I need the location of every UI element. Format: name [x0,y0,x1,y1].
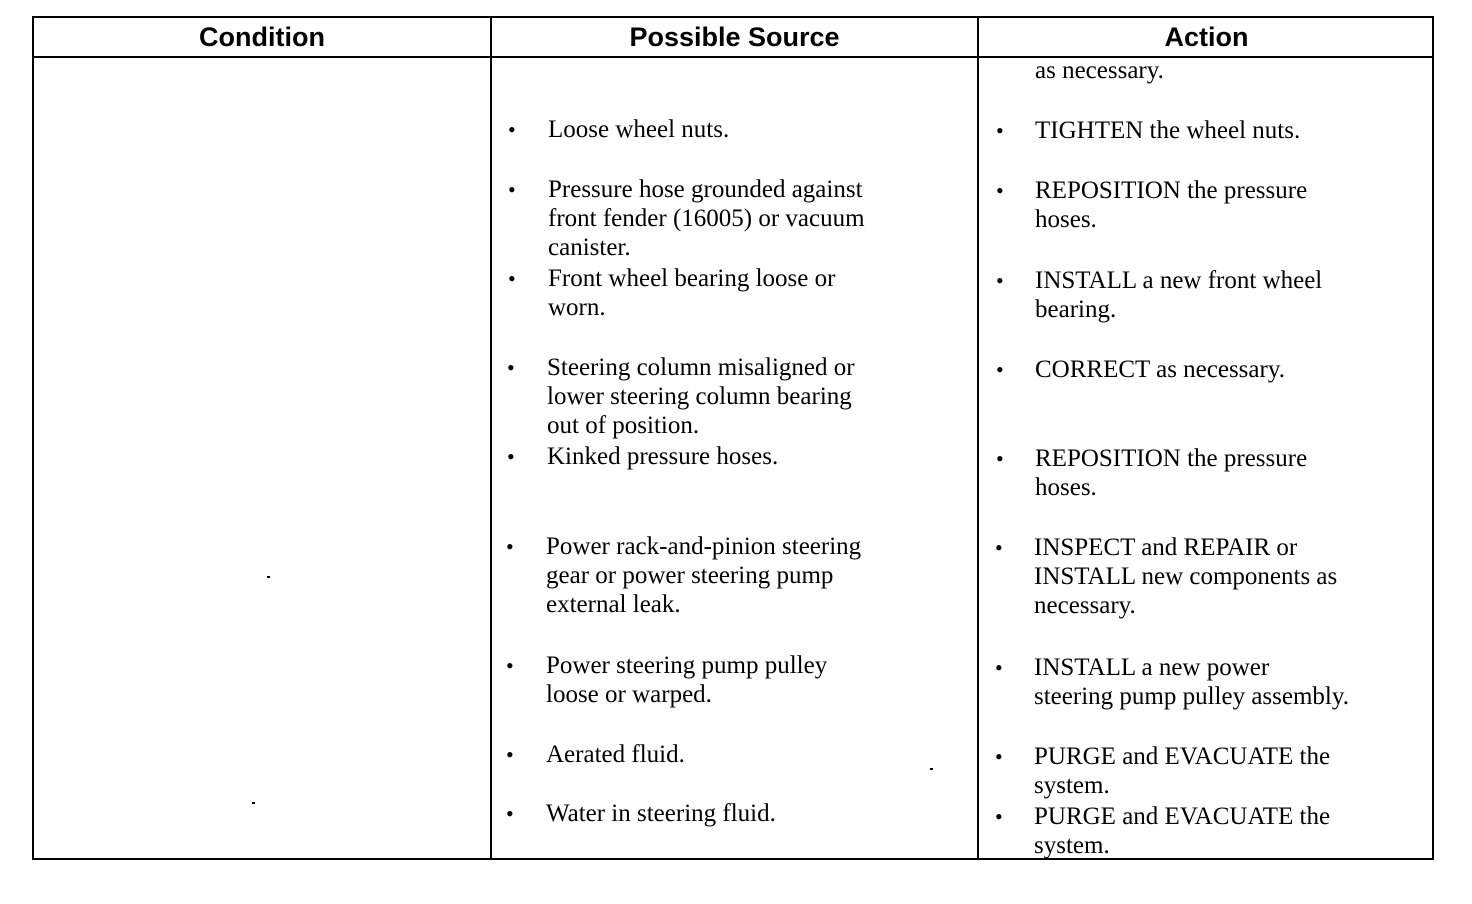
bullet-icon: • [995,744,1003,769]
bullet-icon: • [996,178,1004,203]
source-cell: Water in steering fluid. [546,800,776,827]
scan-speck [267,576,270,578]
bullet-icon: • [996,268,1004,293]
action-cell: REPOSITION the pressure hoses. [1035,445,1308,501]
source-cell: Steering column misaligned or lower steering column bearing out of position. [547,354,855,439]
bullet-icon: • [506,801,514,826]
action-cell: REPOSITION the pressure hoses. [1035,177,1308,233]
bullet-icon: • [508,117,516,142]
bullet-icon: • [996,446,1004,471]
bullet-icon: • [507,444,515,469]
source-cell: Kinked pressure hoses. [547,443,779,470]
bullet-icon: • [508,266,516,291]
bullet-icon: • [995,655,1003,680]
scan-speck [930,768,933,770]
bullet-icon: • [995,804,1003,829]
bullet-icon: • [506,534,514,559]
header-rule [34,56,1432,58]
source-cell: Front wheel bearing loose or worn. [548,265,836,321]
bullet-icon: • [996,118,1004,143]
header-possible-source: Possible Source [629,22,840,52]
action-cell: CORRECT as necessary. [1035,356,1285,383]
carryover-action-text: as necessary. [1035,57,1164,84]
source-cell: Pressure hose grounded against front fender (16005) or vacuum canister. [548,176,865,261]
bullet-icon: • [507,355,515,380]
column-divider-2 [977,18,979,858]
source-cell: Power steering pump pulley loose or warped. [546,652,828,708]
action-cell: PURGE and EVACUATE the system. [1034,743,1331,799]
action-cell: TIGHTEN the wheel nuts. [1035,117,1301,144]
action-cell: INSTALL a new power steering pump pulley assembly. [1034,654,1349,710]
header-condition: Condition [199,22,325,52]
source-cell: Loose wheel nuts. [548,116,730,143]
bullet-icon: • [506,742,514,767]
action-cell: INSTALL a new front wheel bearing. [1035,267,1323,323]
bullet-icon: • [996,357,1004,382]
bullet-icon: • [506,653,514,678]
source-cell: Power rack-and-pinion steering gear or power steering pump external leak. [546,533,862,618]
header-action: Action [1164,22,1249,52]
bullet-icon: • [508,177,516,202]
action-cell: PURGE and EVACUATE the system. [1034,803,1331,859]
column-divider-1 [490,18,492,858]
bullet-icon: • [995,535,1003,560]
source-cell: Aerated fluid. [546,741,685,768]
action-cell: INSPECT and REPAIR or INSTALL new components as necessary. [1034,534,1338,619]
diagnosis-table [32,16,1434,860]
scan-speck [252,802,255,804]
